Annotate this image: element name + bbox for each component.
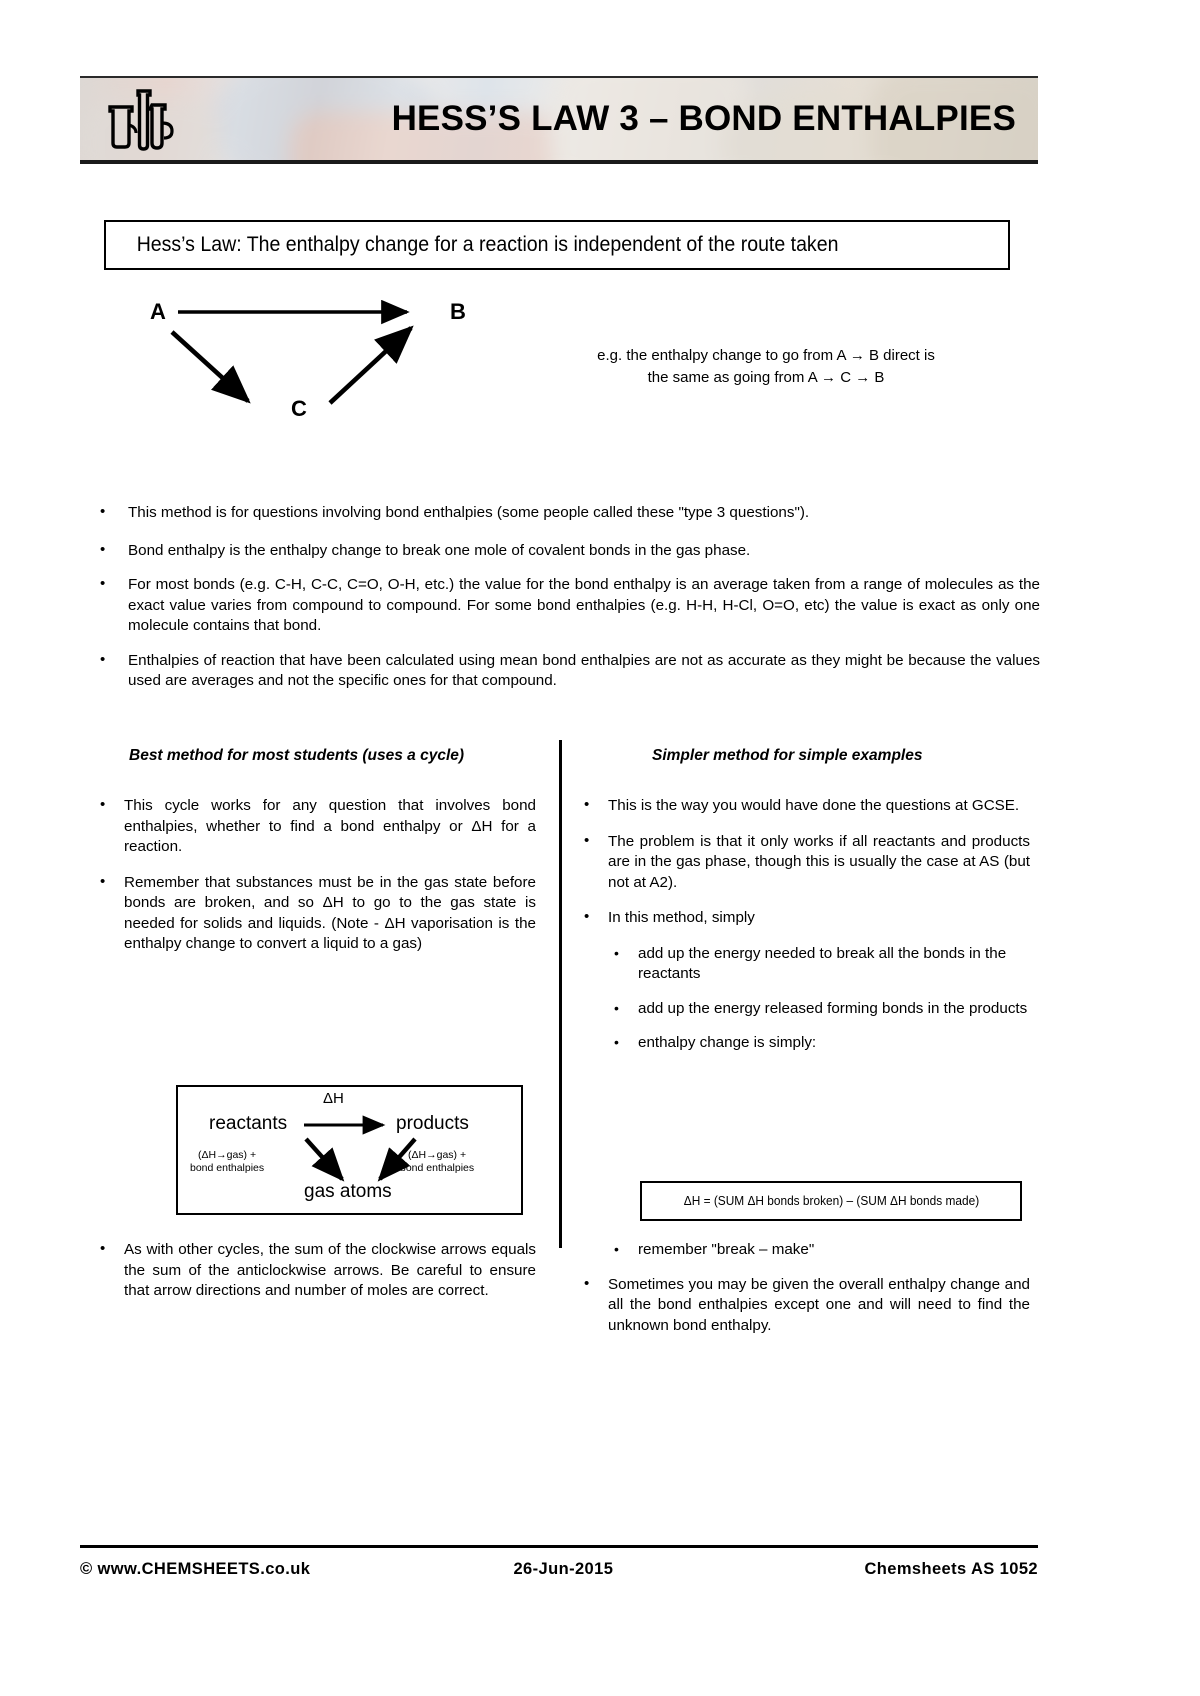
main-bullet-list — [96, 503, 1040, 709]
list-item: • This cycle works for any question that involves bond enthalpies, whether to find a bond enthalpy or ΔH for a reaction. — [96, 796, 536, 858]
list-item: • The problem is that it only works if all reactants and products are in the gas phase, though this is usually the case at AS (but not at A2). — [580, 832, 1030, 894]
list-item: • In this method, simply — [580, 908, 1030, 929]
cycle-label-reactants: reactants — [209, 1113, 288, 1134]
footer-divider — [80, 1545, 1038, 1548]
sub-list-item: • add up the energy needed to break all the bonds in the reactants — [608, 944, 1030, 985]
sub-list-item: • add up the energy released forming bonds in the products — [608, 999, 1030, 1020]
left-column — [96, 796, 536, 970]
right-column-heading: Simpler method for simple examples — [652, 747, 923, 764]
cycle-label-products: products — [396, 1113, 469, 1134]
left-column-closing — [96, 1240, 536, 1317]
footer-website: © www.CHEMSHEETS.co.uk — [80, 1560, 311, 1578]
hess-law-statement-text: Hess’s Law: The enthalpy change for a reaction is independent of the route taken — [136, 233, 839, 256]
column-divider — [559, 740, 562, 1248]
page-footer — [80, 1560, 1038, 1579]
cycle-note-left-line1: (ΔH→gas) + — [198, 1149, 257, 1161]
left-column-heading: Best method for most students (uses a cycle) — [129, 747, 465, 764]
example-note — [568, 345, 964, 389]
cycle-note-right — [400, 1149, 474, 1175]
list-item: • Bond enthalpy is the enthalpy change to break one mole of covalent bonds in the gas phase. — [96, 541, 1040, 562]
hess-law-statement-box — [104, 220, 1010, 270]
right-column-closing — [580, 1240, 1030, 1351]
example-note-line2: the same as going from A → C → B — [647, 369, 885, 386]
cycle-note-right-line1: (ΔH→gas) + — [408, 1149, 467, 1161]
list-item: • As with other cycles, the sum of the clockwise arrows equals the sum of the anticlockwise arrows. Be careful to ensure that arrow directions and number of moles are correct. — [96, 1240, 536, 1302]
footer-reference: Chemsheets AS 1052 — [864, 1560, 1038, 1578]
list-item: • Enthalpies of reaction that have been calculated using mean bond enthalpies are not as accurate as they might be because the values used are averages and not the specific ones for that compound. — [96, 651, 1040, 692]
cycle-label-gas-atoms: gas atoms — [304, 1181, 392, 1202]
example-note-line1: e.g. the enthalpy change to go from A → B direct is — [597, 347, 935, 364]
cycle-note-right-line2: bond enthalpies — [400, 1162, 475, 1174]
enthalpy-formula-text: ΔH = (SUM ΔH bonds broken) – (SUM ΔH bonds made) — [683, 1194, 979, 1208]
triangle-node-a: A — [150, 299, 166, 324]
beaker-test-tubes-icon — [102, 85, 186, 153]
energy-cycle-diagram-box — [176, 1085, 523, 1215]
list-item: • This method is for questions involving bond enthalpies (some people called these "type 3 questions"). — [96, 503, 1040, 524]
right-column — [580, 796, 1030, 1068]
page-title: HESS’S LAW 3 – BOND ENTHALPIES — [391, 99, 1016, 138]
triangle-node-b: B — [450, 299, 466, 324]
triangle-node-c: C — [291, 396, 307, 421]
footer-date: 26-Jun-2015 — [513, 1560, 614, 1578]
list-item: • This is the way you would have done the questions at GCSE. — [580, 796, 1030, 817]
cycle-label-delta-h: ΔH — [323, 1090, 344, 1107]
list-item: • Sometimes you may be given the overall enthalpy change and all the bond enthalpies except one and will need to find the unknown bond enthalpy. — [580, 1275, 1030, 1337]
list-item: • Remember that substances must be in the gas state before bonds are broken, and so ΔH to go to the gas state is needed for solids and liquids. (Note - ΔH vaporisation is the enthalpy change to convert a liquid to a gas) — [96, 873, 536, 955]
cycle-note-left — [190, 1149, 264, 1175]
enthalpy-formula-box — [640, 1181, 1022, 1221]
cycle-note-left-line2: bond enthalpies — [190, 1162, 265, 1174]
sub-list-item: • remember "break – make" — [608, 1240, 1030, 1261]
page-header-banner — [80, 76, 1038, 164]
sub-list-item: • enthalpy change is simply: — [608, 1033, 1030, 1054]
list-item: • For most bonds (e.g. C-H, C-C, C=O, O-H, etc.) the value for the bond enthalpy is an average taken from a range of molecules as the exact value varies from compound to compound. For some bond enthalpies (e.g. H-H, H-Cl, O=O, etc) the value is exact as only one molecule contains that bond. — [96, 575, 1040, 637]
